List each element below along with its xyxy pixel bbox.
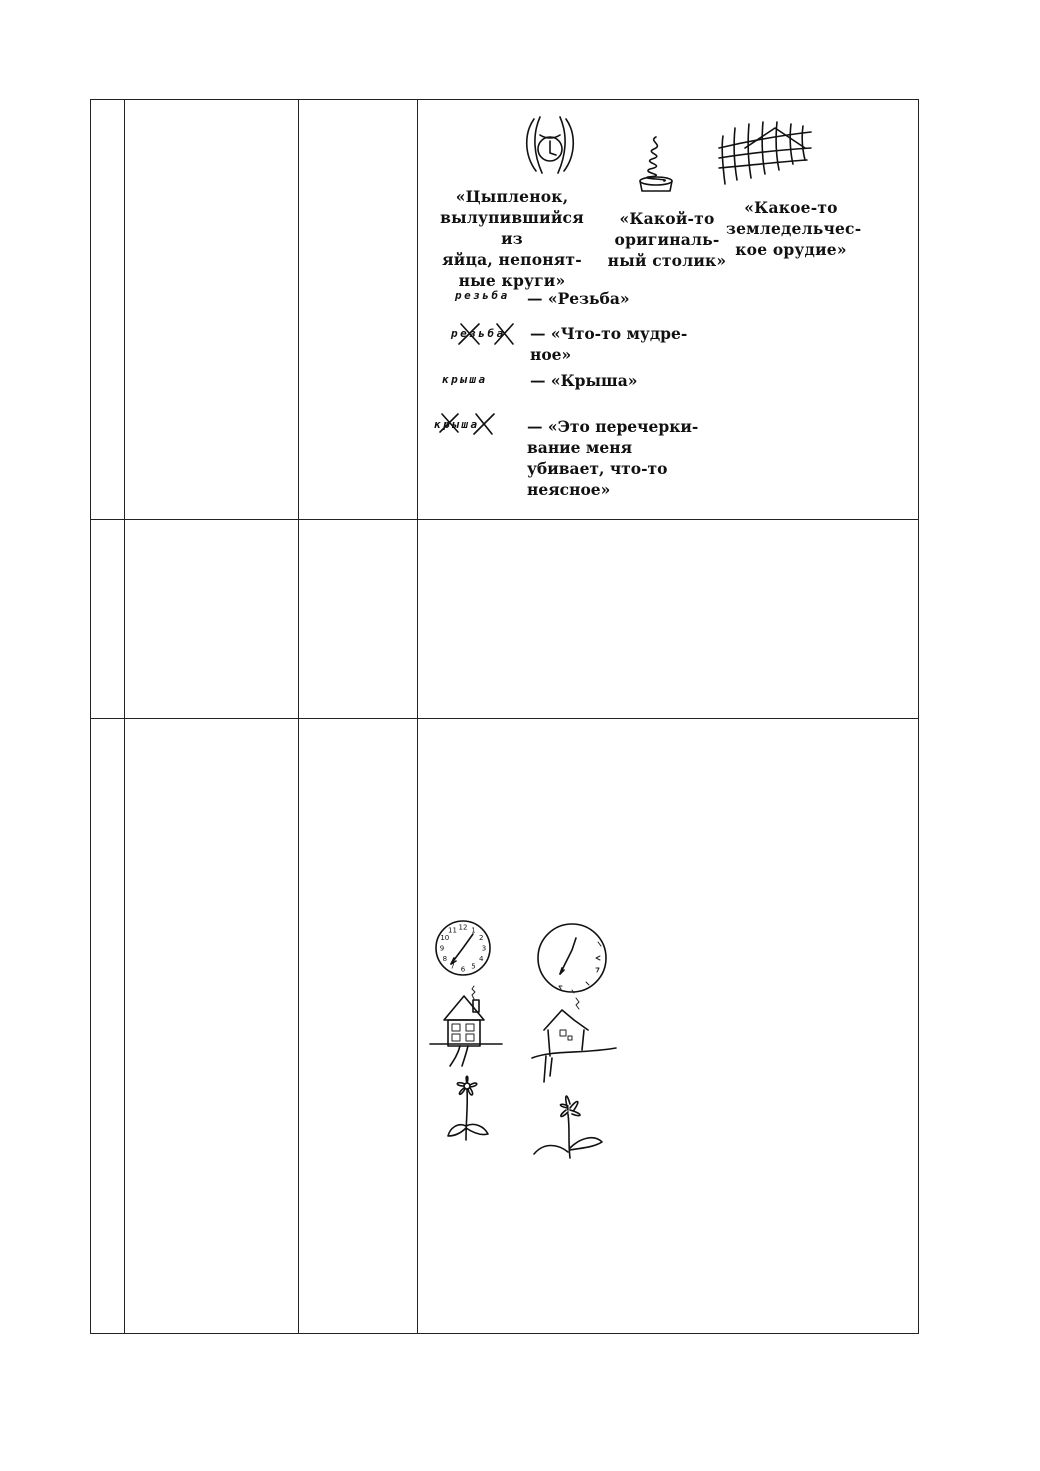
strikethrough-mark	[434, 410, 504, 438]
chick-drawing	[520, 115, 580, 175]
word-response: — «Это перечерки- вание меня убивает, что-то неясное»	[527, 417, 699, 499]
clock-drawing-patient	[532, 920, 612, 1000]
column-border	[90, 99, 91, 1334]
table-drawing	[634, 135, 676, 195]
handwritten-word: крыша	[442, 373, 488, 386]
column-border	[918, 99, 919, 1334]
tool-drawing	[715, 118, 815, 190]
flower-drawing-model	[444, 1070, 490, 1142]
flower-drawing-patient	[530, 1086, 612, 1162]
column-border	[417, 99, 418, 1334]
drawing-caption: «Какой-то оригиналь- ный столик»	[607, 209, 727, 270]
handwritten-word-crossed: резьба	[451, 327, 506, 340]
clock-number: 2	[478, 934, 484, 942]
row-divider	[90, 519, 919, 520]
clock-number: 7	[450, 962, 455, 971]
row-divider	[90, 718, 919, 719]
clock-number: 4	[478, 955, 484, 963]
house-drawing-patient	[532, 996, 622, 1086]
table-border-bottom	[90, 1333, 919, 1334]
clock-number: 5	[471, 962, 476, 971]
drawing-caption: «Цыпленок, вылупившийся из яйца, непонят- ные круги»	[440, 187, 584, 290]
clock-number: 9	[439, 944, 445, 953]
clock-drawing-model	[433, 918, 493, 978]
drawing-caption: «Какое-то земледельчес- кое орудие»	[726, 198, 862, 259]
clock-number: 6	[460, 965, 466, 974]
house-drawing-model	[430, 984, 504, 1068]
clock-number: 10	[440, 934, 450, 942]
clock-number: 12	[458, 923, 468, 932]
word-response: — «Что-то мудре- ное»	[530, 324, 688, 364]
clock-number: 1	[471, 926, 476, 935]
column-border	[124, 99, 125, 1334]
handwritten-word-crossed: крыша	[434, 418, 480, 431]
word-response: — «Крыша»	[530, 371, 638, 390]
column-border	[298, 99, 299, 1334]
strikethrough-mark	[451, 320, 521, 348]
clock-number: 3	[481, 944, 487, 953]
clock-number: 8	[442, 955, 448, 963]
clock-number: 11	[448, 926, 457, 935]
word-response: — «Резьба»	[527, 289, 630, 308]
table-border-top	[90, 99, 919, 100]
handwritten-word: резьба	[455, 289, 510, 302]
